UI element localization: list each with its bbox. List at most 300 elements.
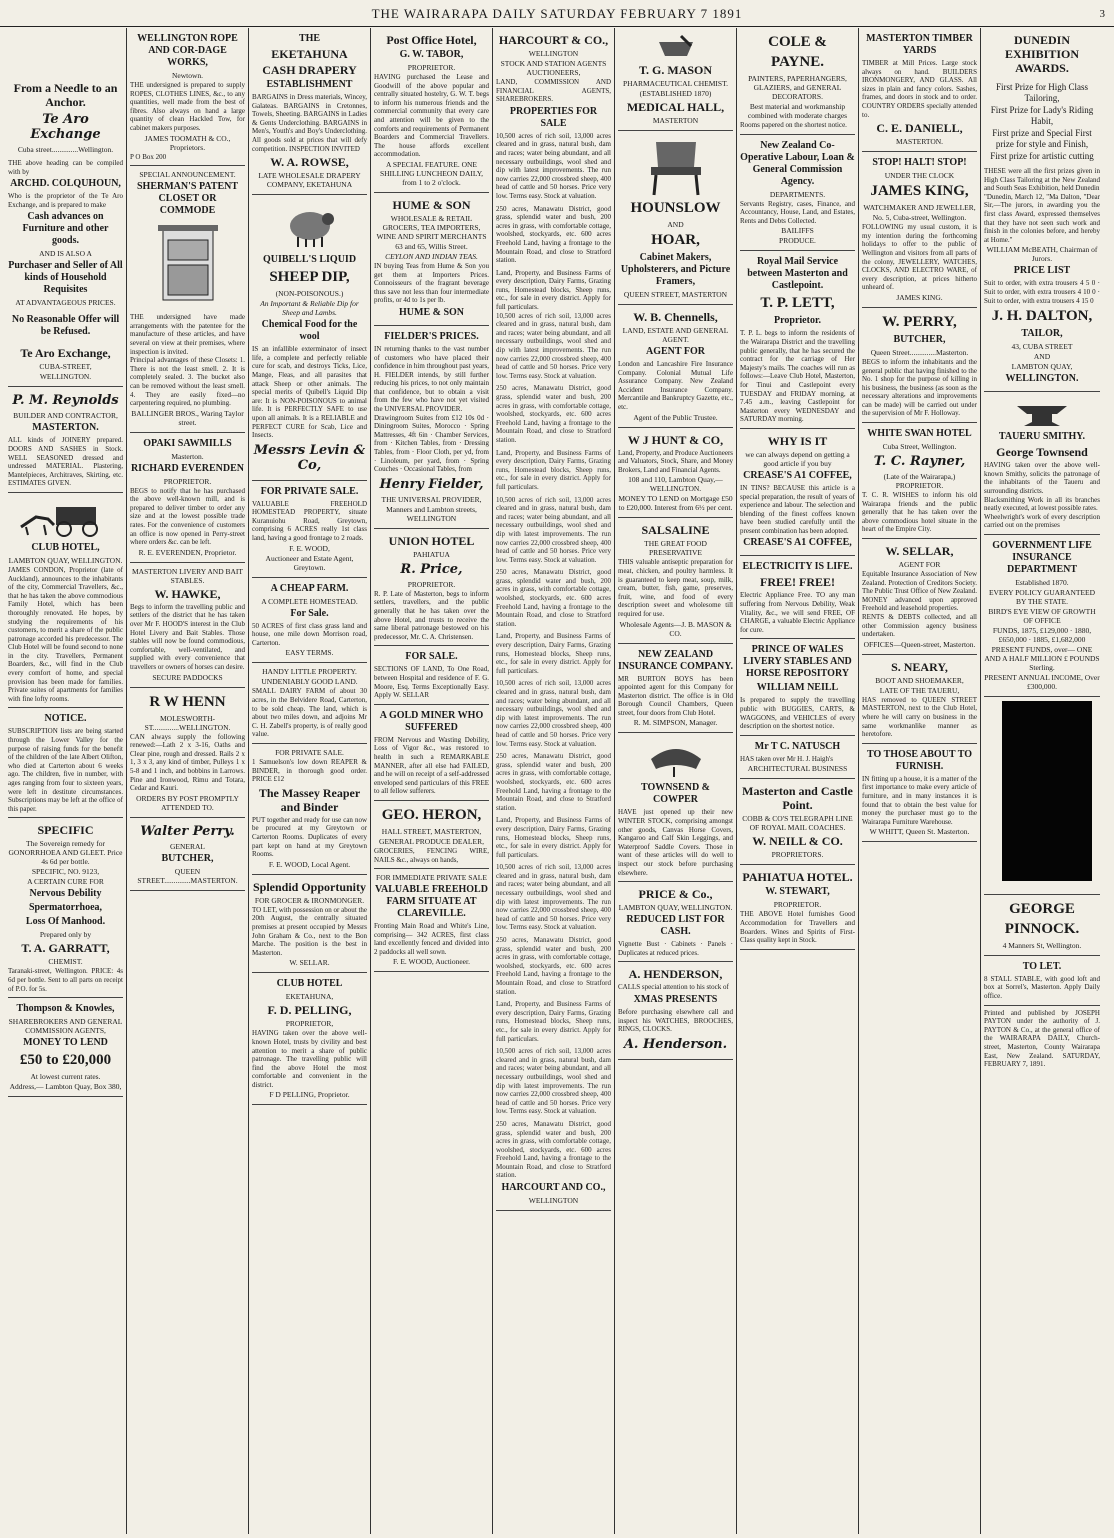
salsaline-sign: Wholesale Agents—J. B. MASON & CO. [619,619,732,638]
henn-address: MOLESWORTH-ST..............WELLINGTON. [144,713,231,732]
neill-co-sub: PROPRIETORS. [771,850,824,860]
timber-body: TIMBER at Mill Prices. Large stock always on hand. BUILDERS IRONMONGERY, AND GLASS. All sizes in plain and fancy colors. Sashes, frames, and doors in stock and to order. COUNTRY ORDERS specially attended to. [862,59,977,119]
departments-title: DEPARTMENTS. [769,189,826,199]
annual-income: PRESENT ANNUAL INCOME, Over £300,000. [984,672,1100,691]
suits-list: Suit to order, with extra trousers 4 5 0 · Suit to order, with extra trousers 4 10 0 · Suit to order, with extra trousers 4 15 0 [984,279,1100,305]
wheelwright-line: Wheelwright's work of every description carried out on the premises [984,512,1100,530]
dalton-city: WELLINGTON. [1005,373,1079,385]
for-sale-sections: FOR SALE. [405,651,458,663]
prize-4: First prize for artistic cutting [990,151,1094,161]
column-1 [5,28,127,1534]
henn-body: CAN always supply the following renewed:—Lath 2 x 3-16, Oaths and Clear pine, rough and dressed. Rails 2 x 1, 3 x 3, any kind of timber, Pulleys 1 x 5-8 and 1 inch, and bobbins in Larrows. Pine and Ironwood, Rimu and Totara, Cedar and Kauri. [130,732,245,793]
sections-body: SECTIONS OF LAND, To One Road, between Hospital and residence of F. G. Moore, Esq. Terms Exceptionally Easy. Apply W. SELLAR [374,665,489,700]
sellar-office: OFFICES—Queen-street, Masterton. [863,639,976,649]
rope-works-ad [130,28,245,166]
labour-title: New Zealand Co-Operative Labour, Loan & General Commission Agency. [740,139,855,187]
dalton-and: AND [1033,352,1051,362]
redacted-block [984,697,1100,895]
sellar-rents: RENTS & DEBTS collected, and all other Commission agency business undertaken. [862,613,977,639]
cash-advances: Cash advances on Furniture and other goods. [22,211,109,247]
money-amount: £50 to £20,000 [19,1052,112,1069]
white-swan-ad [862,423,977,539]
henn-name: R W HENN [149,693,226,710]
column-9 [981,28,1103,1534]
cole-payne-ad [740,28,855,135]
stop-halt: STOP! HALT! STOP! [872,157,967,169]
anvil-illustration [1012,398,1072,428]
prices-line: AT ADVANTAGEOUS PRICES. [15,298,116,308]
lett-name: T. P. LETT, [760,295,835,312]
harcourt-sign-city: WELLINGTON [528,1196,579,1206]
pelling-name: F. D. PELLING, [267,1003,352,1018]
nervous-debility: Nervous Debility [29,888,102,900]
electricity-title: ELECTRICITY IS LIFE. [742,561,853,573]
special-feature: A SPECIAL FEATURE. ONE SHILLING LUNCHEON DAILY, from 1 to 2 o'clock. [379,159,484,187]
dalton-lambton: LAMBTON QUAY, [1011,362,1073,372]
gold-miner-title: A GOLD MINER WHO SUFFERED [379,709,484,733]
chennells-sub: LAND, ESTATE AND GENERAL AGENT. [622,326,729,344]
column-7 [737,28,859,1534]
clareville-ad [374,869,489,972]
union-hotel-ad [374,529,489,647]
printer-imprint: Printed and published by JOSEPH PAYTON under the authority of J. PAYTON & Co., at the general office of the WAIRARAPA DAILY, Church-street, Masterton, County Wairarapa East, New Zealand. SATURDAY, FEBRUARY 7, 1891. [984,1008,1100,1069]
pinnock-ad [984,895,1100,956]
fielder-title: FIELDER'S PRICES. [384,330,479,342]
coach-illustration [16,499,116,539]
simpson-sign: R. M. SIMPSON, Manager. [633,718,718,728]
stall-stable: 8 STALL STABLE, with good loft and box at Sorrel's, Masterton. Apply Daily office. [984,974,1100,1001]
timber-yards-ad [862,28,977,152]
prize-1: First Prize for High Class Tailoring, [996,82,1088,103]
club-hotel-e-title: CLUB HOTEL [276,978,343,990]
henderson-name: A. HENDERSON, [628,967,723,982]
purchaser-line: Purchaser and Seller of All kinds of Household Requisites [8,260,123,296]
cobb-line: COBB & CO'S TELEGRAPH LINE OF ROYAL MAIL COACHES. [742,814,853,833]
post-office-hotel-ad [374,28,489,193]
perry-name: Walter Perry. [140,823,235,839]
neary-trade: BOOT AND SHOEMAKER, [875,675,964,685]
white-swan-title: WHITE SWAN HOTEL [867,428,972,440]
mcbeath-sign: WILLIAM McBEATH, Chairman of Jurors. [986,245,1098,264]
club-hotel-eketahuna-ad [252,973,367,1105]
perry-address: QUEEN STREET..............MASTERTON. [137,866,238,885]
ballinger-sign: BALLINGER BROS., Waring Taylor street. [131,408,244,427]
timber-title: MASTERTON TIMBER YARDS [866,33,973,56]
henn-ad [130,688,245,818]
freehold-body: VALUABLE FREEHOLD HOMESTEAD PROPERTY, situate Kuranuiohu Road, Greytown, comprising 6 ACRES really 1st class land, having a good frontage to 2 roads. [252,499,367,543]
perry-butcher-ad [130,818,245,891]
closet-title: SHERMAN'S PATENT CLOSET OR COMMODE [136,181,239,217]
column-4 [371,28,493,1534]
massey-body: PUT together and ready for use can now be procured at my Greytown or Carterton Rooms. Duplicates of every part kept on hand at my Greytown Rooms. [252,815,367,859]
exchange-address: Cuba street..............Wellington. [17,145,114,154]
hume-sub: WHOLESALE & RETAIL GROCERS, TEA IMPORTERS, WINE AND SPIRIT MERCHANTS [376,213,487,241]
splendid-title: Splendid Opportunity [252,879,367,894]
pelling-body: HAVING taken over the above well-known Hotel, trusts by civility and best attention to merit a share of public patronage. The travelling public will find the above Hotel the most comfortable and convenient in the district. [252,1029,367,1089]
dalton-ad [984,28,1100,392]
reliable-dip: An Important & Reliable Dip for Sheep and Lambs. [260,299,359,318]
cole-trade: PAINTERS, PAPERHANGERS, GLAZIERS, and GENERAL DECORATORS. [748,74,847,101]
specific-title: SPECIFIC [37,823,94,838]
sheep-dip: SHEEP DIP, [269,269,350,286]
neill-body: Is prepared to supply the travelling public with BUGGIES, CARTS, & WAGGONS, and VEHICLES of every description on the shortest notice. [740,696,855,731]
natusch-ad [740,736,855,780]
wood-name: F. E. WOOD, [289,543,330,553]
chennells-agent: Agent of the Public Trustee. [633,412,718,422]
perry-trade: BUTCHER, [161,852,214,864]
henderson-body: CALLS special attention to his stock of [618,983,729,992]
sellar-sub: AGENT FOR [898,560,941,570]
natusch-body: HAS taken over Mr H. J. Haigh's [740,754,834,763]
exchange-street: CUBA-STREET, [39,362,92,372]
rope-body: THE undersigned is prepared to supply ROPES, CLOTHES LINES, &c., to any quantities, well made from the best of fibres. Also always on hand a large quantity of clean Hackled Tow, for cabinet makers purposes. [130,81,245,132]
neary-body: HAS removed to QUEEN STREET MASTERTON, next to the Club Hotel, where he will carry on business in the same workmanlike manner as heretofore. [862,695,977,739]
thompson-sub: SHAREBROKERS AND GENERAL COMMISSION AGENTS, [8,1017,123,1036]
king-trade: WATCHMAKER AND JEWELLER, [863,203,976,213]
dip-body: IS an infallible exterminator of insect life, a complete and perfectly reliable cure for scab, and destroys Ticks, Lice, Mange, Fleas, and all parasites that attack Sheep or other animals. The special merits of Quibell's Liquid Dip are: It is NON-POISONOUS to animal life. It is PERFECTLY SAFE to use upon all animals. It is a RELIABLE and PERFECT CURE for Scab, Lice and Insects. [252,345,367,440]
govt-established: Established 1870. [1015,577,1069,587]
fielder-list: Drawingroom Suites from £12 10s 0d · Diningroom Suites, Morocco · Spring Mattresses, 4ft 6in · Chamber Services, from · Kitchen Tables, from · Dressing Tables, from · Floor Cloth, per yd, from · Linoleum, per yard, from · Spring Couches · Occasional Tables, from [374,413,489,474]
crease-coffee-ad [740,429,855,557]
exchange-proprietor: ARCHD. COLQUHOUN, [10,178,121,190]
price-co-ad [618,882,733,962]
money-to-lend: MONEY TO LEND [23,1037,108,1049]
tabor-name: G. W. TABOR, [399,49,464,60]
clareville-body: Fronting Main Road and White's Line, comprising— 342 ACRES, first class land excellently fenced and divided into 2 paddocks all well sown. [374,922,489,956]
lowest-rates: At lowest current rates. [30,1072,101,1082]
chemical-food: Chemical Food for the wool [261,319,358,343]
mason-established: (ESTABLISHED 1870) [639,89,712,98]
price-sub: PROPRIETOR. [407,579,456,589]
white-swan-address: Cuba Street, Wellington. [882,442,957,452]
spermatorrhoea: Spermatorrhoea, [28,902,103,914]
prince-title: PRINCE OF WALES LIVERY STABLES AND HORSE REPOSITORY [743,644,852,680]
stewart-sub: PROPRIETOR. [773,900,822,910]
drapery-establishment: ESTABLISHMENT [266,79,353,90]
fielder-ad [374,326,489,529]
private-sale-title: FOR PRIVATE SALE. [260,485,359,497]
livery-title: MASTERTON LIVERY AND BAIT STABLES. [131,566,243,585]
drapery-town: EKETAHUNA [271,47,348,61]
price-list-items: Vignette Bust · Cabinets · Panels · Duplicates at reduced prices. [618,940,733,957]
king-address: No. 5, Cuba-street, Wellington. [872,213,967,223]
splendid-ad [252,875,367,974]
specific-body: The Sovereign remedy for GONORRHOEA AND GLEET. Price 4s 6d per bottle. [8,839,123,867]
commode-illustration [153,220,223,310]
james-king-ad [862,152,977,308]
rope-sub: Newtown. [171,71,204,80]
drapery-the: THE [298,33,321,44]
stewart-body: THE ABOVE Hotel furnishes Good Accommodation for Travellers and Boarders. Wines and Spirits of First-Class quality kept in Stock. [740,910,855,945]
hoar-name: HOAR, [651,232,700,248]
wood-sub: Auctioneer and Estate Agent, Greytown. [265,553,354,572]
heron-address: HALL STREET, MASTERTON, [381,826,482,836]
opaki-ad [130,433,245,563]
labour-agency-ad [740,135,855,252]
exchange-title: Te Aro Exchange [30,112,101,142]
harcourt-trade: STOCK AND STATION AGENTS AUCTIONEERS, [500,59,607,77]
hunt-ad [618,428,733,519]
harcourt-land: LAND, COMMISSION AND FINANCIAL AGENTS, SHAREBROKERS. [496,78,611,104]
price-co-address: LAMBTON QUAY, WELLINGTON. [618,903,733,913]
harcourt-title: HARCOURT & CO., [498,33,609,47]
present-funds: PRESENT FUNDS, over— ONE AND A HALF MILLION £ POUNDS Sterling. [984,644,1100,672]
properties-body-2: 250 acres, Manawatu District, good grass, splendid water and bush, 200 acres in grass, with comfortable cottage, woolshed, stockyards, etc. 600 acres Freehold Land, having a frontage to the Mountain Road, and close to Stratford station. [496,204,611,265]
xmas-presents: XMAS PRESENTS [633,994,718,1005]
departments-body: Servants Registry, cases, Finance, and Accountancy, House, Land, and Estates, Rents and Debts Collected. [740,199,855,225]
opaki-title: OPAKI SAWMILLS [143,437,232,449]
architectural-business: ARCHITECTURAL BUSINESS [747,764,848,774]
hume-address: 63 and 65, Willis Street. [395,241,468,251]
salsaline-ad [618,518,733,643]
needle-title: From a Needle to an Anchor. [13,81,118,109]
prize-2: First Prize for Lady's Riding Habit, [990,105,1094,126]
grocer-body: TO LET, with possession on or about the 20th August, the centrally situated premises at present occupied by Messrs John Graham & Co., next to the Bon Marche. The position is the best in Masterton. [252,905,367,957]
hawke-body: Begs to inform the travelling public and settlers of the district that he has taken over Mr F. HOOD'S interest in the Club Hotel Livery and Bait Stables. Those stables will now be found commodious, comfortable, well-ventilated, and supplied with every convenience that travellers or owners of horses can desire. [130,602,245,671]
reynolds-ad [8,387,123,493]
prize-3: First prize and Special First prize for style and Finish, [992,128,1092,149]
exchange-title-2: Te Aro Exchange, [20,346,111,361]
king-sign: JAMES KING. [896,292,943,302]
hoar-trade: Cabinet Makers, Upholsterers, and Picture Framers, [620,252,731,287]
union-town: PAHIATUA [413,549,450,559]
club-hotel-ad [8,493,123,709]
dalton-address: 43, CUBA STREET [1011,342,1073,352]
salsaline-sub: THE GREAT FOOD PRESERVATIVE [644,539,707,558]
cheap-farm-ad [252,578,367,664]
furnish-title: TO THOSE ABOUT TO FURNISH. [867,748,972,772]
lett-sub: Proprietor. [774,315,821,327]
daniell-name: C. E. DANIELL, [876,121,963,136]
henderson-sign: A. Henderson. [623,1036,728,1052]
cheap-farm-title: A CHEAP FARM. [270,582,349,594]
levin-name: Messrs Levin & Co, [253,442,366,473]
funds-growth: FUNDS, 1875, £129,000 · 1880, £650,000 · 1885, £1,682,000 [992,625,1092,644]
neill-co-name: W. NEILL & CO. [752,834,843,849]
prince-wales-ad [740,639,855,735]
reaper-body: 1 Samuelson's low down REAPER & BINDER, in thorough good order. PRICE £12 [252,758,367,784]
hunt-body: Land, Property, and Produce Auctioneers and Valuators, Stock, Share, and Money Brokers, Land and Financial Agents. [618,448,734,474]
hoar-address: QUEEN STREET, MASTERTON [623,290,728,299]
reynolds-name: P. M. Reynolds [12,393,119,409]
dunedin-title: DUNEDIN EXHIBITION AWARDS. [1004,33,1080,75]
rayner-body: T. C. R. WISHES to inform his old Wairarapa friends and the public generally that he has taken over the above commodious hotel situate in the heart of the Empire City. [862,491,977,534]
why-title: WHY IS IT [767,433,828,448]
reynolds-town: MASTERTON. [32,422,99,434]
neary-sub: LATE OF THE TAUERU, [879,685,960,695]
club-hotel-title: CLUB HOTEL, [31,541,100,553]
reynolds-body: ALL kinds of JOINERY prepared. DOORS AND SASHES in Stock. WELL SEASONED dressed and undressed MATERIAL. Plastering, Mantelpieces, Architraves, Skirting, etc. ESTIMATES GIVEN. [8,436,123,488]
masthead-title: THE WAIRARAPA DAILY SATURDAY FEBRUARY 7 1891 [371,6,743,21]
column-8 [859,28,981,1534]
hunt-address: 108 and 110, Lambton Quay,— WELLINGTON. [628,475,723,494]
club-hotel-address: LAMBTON QUAY, WELLINGTON. [8,555,123,565]
creases-title-2: CREASE'S A1 COFFEE, [743,537,852,549]
henderson-list: Before purchasing elsewhere call and inspect his WATCHES, BROOCHES, RINGS, CLOCKS. [618,1008,733,1034]
furnish-body: IN fitting up a house, it is a matter of the first importance to make every article of furniture, and in many instances it is found that to obtain the best value for money the purchaser must go to the Wairarapa Furniture Warehouse. [862,774,977,826]
under-clock: UNDER THE CLOCK [884,171,955,181]
saddle-illustration [646,739,706,779]
chennells-body: London and Lancashire Fire Insurance Company. Colonial Mutual Life Assurance Company. New Zealand Accident Insurance Company. Mercantile and Bankruptcy Gazette, etc., etc. [618,360,733,411]
ceylon-teas: CEYLON AND INDIAN TEAS. [385,251,478,261]
cole-materials: Best material and workmanship combined with moderate charges [747,102,848,120]
loss-of-manhood: Loss Of Manhood. [25,916,106,928]
sellar-sign: W. SELLAR. [289,958,330,968]
payne-name: PAYNE. [771,54,824,70]
george-name: GEORGE [1009,900,1075,917]
to-let-title: TO LET. [1022,960,1062,972]
pelling-sign: F D PELLING, Proprietor. [269,1090,350,1100]
properties-body-3: Land, Property, and Business Farms of every description, Dairy Farms, Grazing runs, Homestead blocks, Sheep runs, etc., for sale in every district. Apply for full particulars. [496,268,611,312]
agent-for: AGENT FOR [646,346,705,357]
everenden-sign: R. E. EVERENDEN, Proprietor. [138,547,237,557]
column-3 [249,28,371,1534]
for-sale-title: For Sale. [290,607,329,619]
townsend-name: George Townsend [996,445,1088,460]
special-announcement: SPECIAL ANNOUNCEMENT. [139,170,236,180]
specific-number: SPECIFIC, NO. 9123, [31,867,100,877]
secure-paddocks: SECURE PADDOCKS [152,672,223,682]
natusch-name: Mr T C. NATUSCH [754,740,841,752]
pahiatua-hotel-title: PAHIATUA HOTEL. [742,870,853,885]
electricity-body: Electric Appliance Free. TO any man suffering from Nervous Debility, Weak Vitality, &c., we will send FREE, OF CHARGE, a valuable Electric Appliance for cure. [740,591,855,634]
perry-name: W. PERRY, [882,313,957,330]
price-body: R. P. Late of Masterton, begs to inform settlers, travellers, and the public generally that he has taken over the above Hotel, and trusts to receive the same liberal patronage bestowed on his predecessor, Mr. C. A. Christensen. [374,589,489,641]
exchange-city: WELLINGTON. [39,372,92,382]
king-body: FOLLOWING my usual custom, it is my intention during the forthcoming holidays to offer to the public of Wellington and visitors from all parts of the colony, JEWELLERY, WATCHES, CLOCKS, AND ELECTRO WARE, of every description, at prices hitherto unheard of. [862,223,977,292]
smithy-title: TAUERU SMITHY. [998,431,1086,443]
perry-body: BEGS to inform the inhabitants and the general public that having finished to the No. 1 shop for the purpose of killing in his business, the business (as soon as the necessary alterations and improvements can be made) will be carried out under the supervision of Mr F. Holloway. [862,357,977,418]
fielder-body: IN returning thanks to the vast number of customers who have placed their confidence in him throughout past years, H. FIELDER intends, by still further reducing his prices, to not only maintain that confidence, but to obtain a visit from the few who have not yet visited the UNIVERSAL PROVIDER. [374,344,489,414]
castle-point-ad [740,779,855,865]
neary-name: S. NEARY, [891,659,948,674]
union-title: UNION HOTEL [388,533,475,548]
smithy-body: HAVING taken over the above well-known Smithy, solicits the patronage of the inhabitants of the Taueru and surrounding districts. [984,461,1100,495]
hume-ad [374,193,489,326]
salsaline-title: SALSALINE [641,523,710,538]
king-name: JAMES KING, [870,183,969,200]
dunedin-body: THESE were all the first prizes given in High Class Tailoring at the New Zealand and South Seas Exhibition, held Dunedin [984,167,1100,193]
why-body: we can always depend on getting a good article if you buy [745,449,850,468]
properties-body: 10,500 acres of rich soil, 13,000 acres cleared and in grass, natural bush, dam and races; water being abundant, and all necessary outbuildings, wool shed and dip with latest improvements. The run now carries 22,000 crossbred sheep, 400 head of cattle and 50 horses. Price very low. Terms easy. Stock at valuation. [496,131,611,200]
hume-title: HUME & SON [392,197,471,212]
hounslow-name: HOUNSLOW [630,200,721,216]
garratt-body: Taranaki-street, Wellington. PRICE: 4s 6d per bottle. Sent to all parts on receipt of P.O. for 5s. [8,967,123,993]
hounslow-and: AND [667,220,684,229]
rope-box: P O Box 200 [130,152,167,161]
neill-name: WILLIAM NEILL [756,682,839,694]
column-5 [493,28,615,1534]
closet-body: THE undersigned have made arrangements with the patentee for the manufacture of these articles, and have several on view at their premises, where inspection is invited. [130,313,245,356]
thompson-ad [8,998,123,1097]
universal-provider: THE UNIVERSAL PROVIDER, [381,494,482,504]
bird-eye: BIRD'S EYE VIEW OF GROWTH OF OFFICE [988,606,1096,625]
everenden-sub: PROPRIETOR. [163,476,212,486]
complete-homestead: A COMPLETE HOMESTEAD. [261,596,358,606]
pinnock-address: 4 Manners St, Wellington. [1002,940,1082,950]
page-number: 3 [1099,8,1106,20]
also-line: AND IS ALSO A [39,249,92,259]
hume-body: IN buying Teas from Hume & Son you get them at Importers Prices. Connoisseurs of the fragrant beverage thus save not less than four intermediate profits, or 4d to 1s per lb. [374,261,489,305]
govt-title: GOVERNMENT LIFE INSURANCE DEPARTMENT [992,539,1092,575]
sections-ad [374,646,489,704]
nz-insurance-title: NEW ZEALAND INSURANCE COMPANY. [618,648,734,672]
te-aro-exchange-ad [8,28,123,387]
mason-trade: PHARMACEUTICAL CHEMIST. [622,79,728,88]
tabor-sub: PROPRIETOR. [407,63,456,72]
government-life-ad [984,535,1100,697]
garratt-name: T. A. GARRATT, [21,941,110,956]
pahiatua-hotel-ad [740,865,855,949]
smithy-ad [984,392,1100,535]
reduced-list: REDUCED LIST FOR CASH. [626,914,725,938]
wood-auctioneer: F. E. WOOD, Auctioneer. [393,957,470,967]
sellar-ad [862,539,977,655]
column-2 [127,28,249,1534]
royal-mail-title: Royal Mail Service between Masterton and Castlepoint. [747,256,848,292]
easy-terms: EASY TERMS. [285,648,334,658]
harcourt-sign: HARCOURT AND CO., [501,1182,606,1194]
cole-name: COLE & [768,34,827,50]
mason-town: MASTERTON [652,116,699,125]
everenden-body: BEGS to notify that he has purchased the above well-known mill, and is prepared to deliver timber to order any size and at the lowest possible trade rates. For the convenience of customers an office is now opened in Perry-street where orders &c. can be left. [130,486,245,547]
henderson-ad [618,962,733,1059]
massey-title: The Massey Reaper and Binder [258,785,361,814]
creases-title: CREASE'S A1 COFFEE, [743,469,852,481]
dalton-trade: TAILOR, [1021,328,1063,340]
newspaper-page [5,28,1109,1534]
fifty-acres: 50 ACRES of first class grass land and house, one mile down Morrison road, Carterton. [252,621,367,647]
tabor-body: HAVING purchased the Lease and Goodwill of the above popular and centrally situated hostelry, G. W. T. begs to inform his numerous friends and the commercial community that every care and attention will be given to the comforts and requirements of Permanent Boarders and Commercial Travellers. The house affords excellent accommodation. [374,73,489,159]
hume-sign: HUME & SON [399,306,464,318]
rowse-name: W. A. ROWSE, [270,155,349,170]
hunt-name: W J HUNT & CO, [627,432,724,447]
sellar-name: W. SELLAR, [885,544,954,559]
creases-body: IN TINS? BECAUSE this article is a special preparation, the result of years of experience and labour. The selection and blending of the finest coffees known have been studied carefully until the present combination has been adopted. [740,483,855,535]
whitt-sign: W WHITT, Queen St. Masterton. [869,827,970,837]
opaki-sub: Masterton. [171,451,204,461]
closet-ad [130,166,245,433]
medical-hall: MEDICAL HALL, [626,100,725,114]
produce: PRODUCE. [779,236,816,246]
townsend-body: HAVE just opened up their new WINTER STOCK, comprising amongst other goods, Canvas Horse Covers, Kangaroo and Calf Skin Leggings, and Waterproof Saddle Covers. Those in want of these articles will do well to inspect our stock before purchasing elsewhere. [618,808,733,877]
thompson-address: Address,— Lambton Quay, Box 380, [9,1082,122,1092]
immediate-sale: FOR IMMEDIATE PRIVATE SALE [376,873,487,883]
gold-miner-ad [374,705,489,801]
grocer-sub: FOR GROCER & IRONMONGER. [254,895,365,905]
hounslow-ad [618,131,733,305]
pinnock-name: PINNOCK. [1004,920,1080,937]
blackout-region [1002,701,1092,881]
non-poisonous: (NON-POISONOUS.) [275,289,344,299]
harcourt-ad [496,28,611,1211]
private-sale-2: FOR PRIVATE SALE. [275,748,344,757]
reaper-ad [252,744,367,875]
perry-address: Queen Street..............Masterton. [870,347,969,357]
pelling-sub: PROPRIETOR, [285,1019,334,1029]
dalton-name: J. H. DALTON, [991,308,1093,325]
perry-trade: BUTCHER, [893,333,946,345]
everenden-name: RICHARD EVERENDEN [130,462,245,474]
nz-insurance-body: MR BURTON BOYS has been appointed agent for this Company for Masterton district. The office is in Old Borough Council Chambers, Queen street, four doors from Club Hotel. [618,674,733,717]
chair-illustration [636,137,716,197]
heron-trade: GENERAL PRODUCE DEALER, [379,836,484,846]
imprint [984,1006,1100,1069]
notice-body: SUBSCRIPTION lists are being started through the Lower Valley for the purpose of raising funds for the benefit of the children of the late Albert Olifton, who died at Carterton about 6 weeks ago. The children, five in number, with ages ranging from four to sixteen years, were left in destitute circumstances. Subscriptions may be left at the office of this paper. [8,727,123,813]
chennells-name: W. B. Chennells, [633,310,718,324]
price-list-title: PRICE LIST [1013,265,1071,277]
private-sale-ad [252,481,367,578]
